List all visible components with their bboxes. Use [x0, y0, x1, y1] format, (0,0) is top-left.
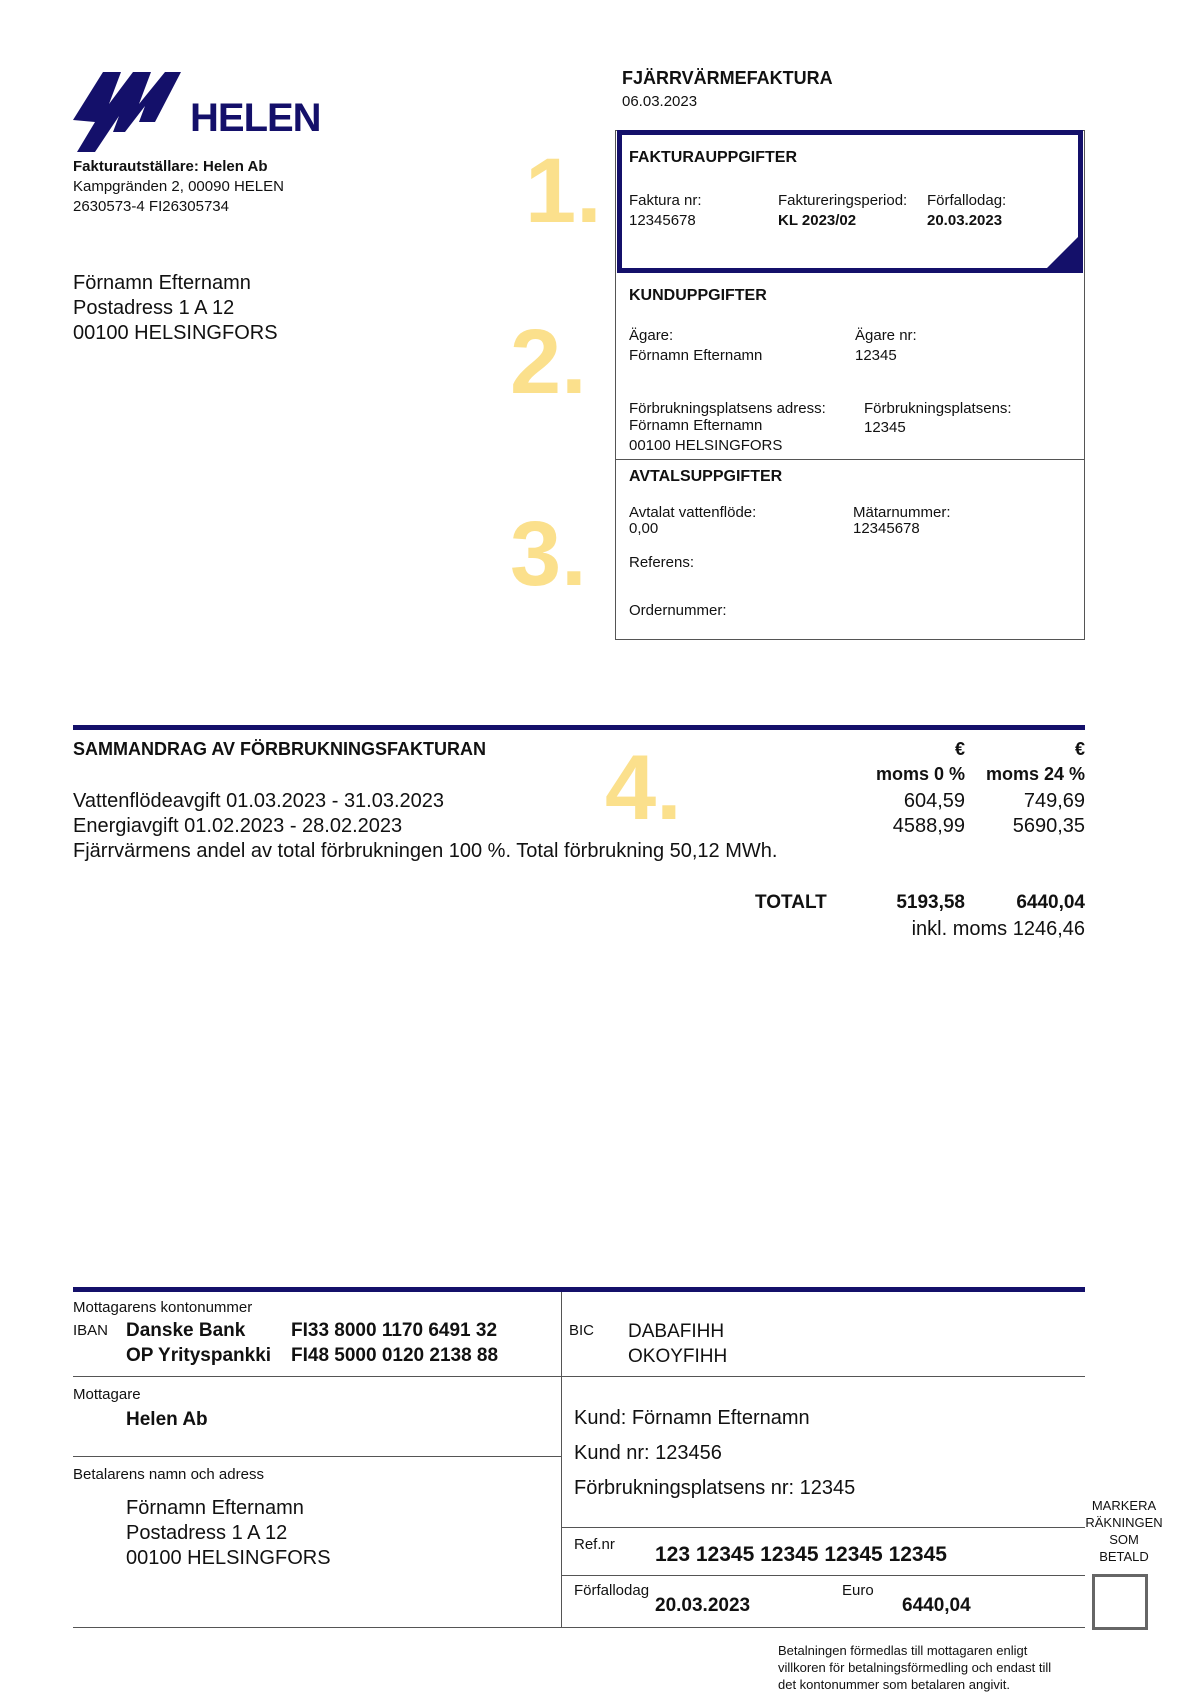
bank-name: OP Yrityspankki	[126, 1345, 272, 1366]
row-text: Vattenflödeavgift 01.03.2023 - 31.03.2023	[73, 790, 445, 812]
vat-note: inkl. moms 1246,46	[911, 918, 1085, 940]
slip-bottom-line	[73, 1627, 1085, 1628]
site-nr-line: Förbrukningsplatsens nr: 12345	[574, 1477, 856, 1499]
doc-date: 06.03.2023	[622, 93, 698, 110]
bank-iban: FI48 5000 0120 2138 88	[291, 1345, 499, 1366]
summary-note: Fjärrvärmens andel av total förbrukningen 100 %. Total förbrukning 50,12 MWh.	[73, 840, 778, 862]
payer-street: Postadress 1 A 12	[126, 1522, 288, 1544]
logo-wordmark: HELEN	[190, 96, 321, 140]
recipient-city: 00100 HELSINGFORS	[73, 322, 278, 344]
owner-value: Förnamn Efternamn	[629, 347, 763, 364]
payer-city: 00100 HELSINGFORS	[126, 1547, 331, 1569]
site-label: Förbrukningsplatsens:	[864, 400, 1012, 417]
summary-row	[73, 814, 1085, 838]
slip-divider	[73, 1376, 1085, 1377]
issuer-label: Fakturautställare: Helen Ab	[73, 158, 268, 175]
bic-value: DABAFIHH	[628, 1321, 725, 1342]
account-label: Mottagarens kontonummer	[73, 1299, 253, 1316]
summary-heading: SAMMANDRAG AV FÖRBRUKNINGSFAKTURAN	[73, 739, 486, 759]
section-divider	[615, 459, 1085, 460]
mark-paid-line: RÄKNINGEN	[1085, 1515, 1163, 1530]
row-v0: 604,59	[903, 790, 965, 812]
bank-iban: FI33 8000 1170 6491 32	[291, 1320, 498, 1341]
amount-value: 6440,04	[902, 1595, 971, 1616]
recipient-street: Postadress 1 A 12	[73, 297, 235, 319]
issuer-ids: 2630573-4 FI26305734	[73, 198, 229, 215]
disclaimer-line: villkoren för betalningsförmedling och endast till	[778, 1660, 1052, 1675]
payer-name: Förnamn Efternamn	[126, 1497, 304, 1519]
col2-currency: €	[1074, 739, 1085, 759]
owner-nr-value: 12345	[855, 347, 897, 364]
bic-value: OKOYFIHH	[628, 1346, 728, 1367]
customer-heading: KUNDUPPGIFTER	[629, 287, 767, 304]
row-text: Energiavgift 01.02.2023 - 28.02.2023	[73, 815, 403, 837]
site-address-label: Förbrukningsplatsens adress:	[629, 400, 826, 417]
flow-label: Avtalat vattenflöde:	[629, 504, 757, 521]
mark-paid-label	[1078, 1497, 1170, 1565]
col2-header: moms 24 %	[985, 764, 1085, 784]
reference-label: Referens:	[629, 554, 695, 571]
slip-divider	[561, 1527, 1085, 1528]
invoice-nr: 12345678	[629, 212, 696, 229]
customer-nr-line: Kund nr: 123456	[574, 1442, 722, 1464]
contract-heading: AVTALSUPPGIFTER	[629, 468, 783, 485]
mark-paid-line: SOM	[1109, 1532, 1139, 1547]
marker-2: 2.	[510, 311, 587, 413]
period-label: Faktureringsperiod:	[778, 192, 908, 209]
disclaimer	[778, 1642, 1051, 1693]
period-value: KL 2023/02	[778, 212, 857, 229]
payment-rule	[73, 1287, 1085, 1292]
doc-title: FJÄRRVÄRMEFAKTURA	[622, 68, 833, 88]
euro-label: Euro	[842, 1582, 874, 1599]
due-value-slip: 20.03.2023	[655, 1595, 751, 1616]
ref-value: 123 12345 12345 12345 12345	[655, 1543, 947, 1566]
payer-label: Betalarens namn och adress	[73, 1466, 264, 1483]
col1-currency: €	[954, 739, 965, 759]
ref-label: Ref.nr	[574, 1536, 615, 1553]
meter-value: 12345678	[853, 520, 920, 537]
issuer-address: Kampgränden 2, 00090 HELEN	[73, 178, 284, 195]
iban-label: IBAN	[73, 1322, 109, 1339]
payee-label: Mottagare	[73, 1386, 141, 1403]
total-label: TOTALT	[755, 892, 827, 913]
customer-line: Kund: Förnamn Efternamn	[574, 1407, 810, 1429]
site-value: 12345	[864, 419, 906, 436]
payment-vertical-divider	[561, 1292, 562, 1627]
due-label-slip: Förfallodag	[574, 1582, 650, 1599]
payee-value: Helen Ab	[126, 1409, 208, 1430]
marker-3: 3.	[510, 503, 587, 605]
mark-paid-line: MARKERA	[1091, 1498, 1157, 1513]
disclaimer-line: Betalningen förmedlas till mottagaren enligt	[778, 1643, 1028, 1658]
total-v0: 5193,58	[896, 892, 965, 913]
due-value: 20.03.2023	[927, 212, 1003, 229]
marker-1: 1.	[525, 140, 602, 242]
owner-nr-label: Ägare nr:	[855, 327, 917, 344]
summary-rule	[73, 725, 1085, 730]
row-v24: 5690,35	[1012, 815, 1085, 837]
disclaimer-line: det kontonummer som betalaren angivit.	[778, 1677, 1010, 1692]
order-label: Ordernummer:	[629, 602, 727, 619]
col1-header: moms 0 %	[875, 764, 965, 784]
invoice-corner	[1042, 233, 1082, 273]
marker-4: 4.	[605, 737, 682, 839]
meter-label: Mätarnummer:	[853, 504, 951, 521]
flow-value: 0,00	[629, 520, 659, 537]
slip-divider	[561, 1575, 1085, 1576]
row-v24: 749,69	[1023, 790, 1085, 812]
mark-paid-line: BETALD	[1099, 1549, 1149, 1564]
total-v24: 6440,04	[1016, 892, 1085, 913]
row-v0: 4588,99	[892, 815, 965, 837]
bank-name: Danske Bank	[126, 1320, 246, 1341]
helen-logo	[73, 70, 323, 155]
owner-label: Ägare:	[629, 327, 674, 344]
recipient-name: Förnamn Efternamn	[73, 272, 251, 294]
site-address-name: Förnamn Efternamn	[629, 417, 763, 434]
site-address-city: 00100 HELSINGFORS	[629, 437, 783, 454]
bic-label: BIC	[569, 1322, 595, 1339]
summary-row	[73, 789, 1085, 813]
invoice-nr-label: Faktura nr:	[629, 192, 702, 209]
slip-divider	[73, 1456, 561, 1457]
due-label: Förfallodag:	[927, 192, 1007, 209]
invoice-heading: FAKTURAUPPGIFTER	[629, 149, 797, 166]
mark-paid-checkbox[interactable]	[1092, 1574, 1148, 1630]
